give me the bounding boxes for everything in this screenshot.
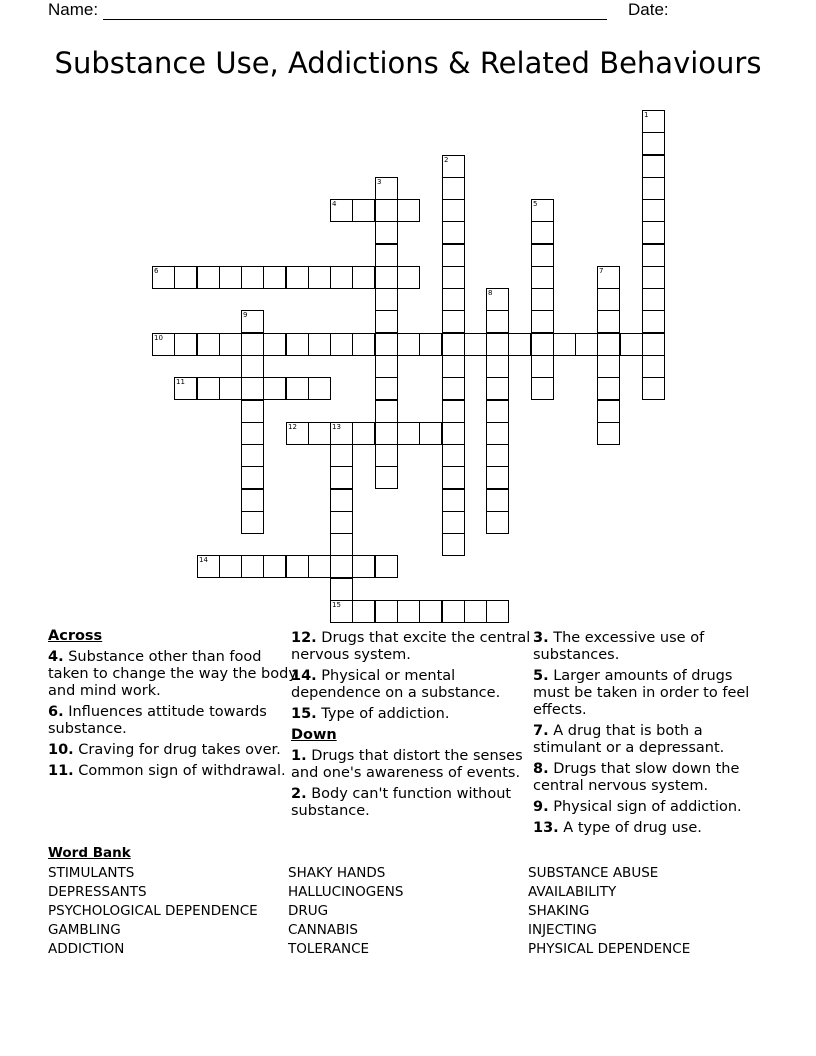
cell-number: 1 (644, 111, 649, 119)
crossword-cell[interactable] (442, 533, 465, 556)
crossword-cell[interactable] (375, 288, 398, 311)
crossword-cell[interactable] (330, 489, 353, 512)
crossword-cell[interactable] (597, 333, 620, 356)
clue-down-3: 3. The excessive use of substances. (533, 630, 705, 663)
crossword-cell[interactable] (352, 422, 375, 445)
crossword-cell[interactable] (375, 555, 398, 578)
cell-number: 12 (288, 423, 297, 431)
crossword-cell[interactable] (263, 266, 286, 289)
crossword-cell[interactable] (553, 333, 576, 356)
crossword-cell[interactable] (642, 244, 665, 267)
crossword-cell[interactable] (197, 266, 220, 289)
crossword-cell[interactable] (597, 422, 620, 445)
crossword-cell[interactable] (597, 266, 620, 289)
cell-number: 6 (154, 267, 159, 275)
crossword-cell[interactable] (330, 511, 353, 534)
crossword-cell[interactable] (174, 333, 197, 356)
crossword-cell[interactable] (442, 422, 465, 445)
crossword-cell[interactable] (597, 355, 620, 378)
crossword-cell[interactable] (308, 333, 331, 356)
crossword-cell[interactable] (263, 333, 286, 356)
crossword-cell[interactable] (531, 288, 554, 311)
crossword-cell[interactable] (464, 600, 487, 623)
crossword-cell[interactable] (486, 355, 509, 378)
crossword-cell[interactable] (531, 221, 554, 244)
crossword-cell[interactable] (263, 555, 286, 578)
cell-number: 14 (199, 556, 208, 564)
word-bank-item: HALLUCINOGENS (288, 884, 404, 900)
crossword-cell[interactable] (442, 400, 465, 423)
crossword-cell[interactable] (241, 444, 264, 467)
clue-across-15: 15. Type of addiction. (291, 706, 450, 722)
clue-down-2: 2. Body can't function without substance. (291, 786, 512, 819)
name-blank[interactable] (103, 3, 607, 20)
crossword-cell[interactable] (442, 288, 465, 311)
crossword-cell[interactable] (597, 310, 620, 333)
crossword-cell[interactable] (642, 377, 665, 400)
crossword-cell[interactable] (442, 266, 465, 289)
clue-across-10: 10. Craving for drug takes over. (48, 742, 281, 758)
crossword-cell[interactable] (330, 266, 353, 289)
crossword-cell[interactable] (330, 466, 353, 489)
crossword-cell[interactable] (442, 377, 465, 400)
crossword-cell[interactable] (330, 333, 353, 356)
word-bank-item: PSYCHOLOGICAL DEPENDENCE (48, 903, 258, 919)
clue-down-8: 8. Drugs that slow down the central nervous system. (533, 761, 740, 794)
cell-number: 5 (533, 200, 538, 208)
clue-down-13: 13. A type of drug use. (533, 820, 702, 836)
crossword-cell[interactable] (486, 489, 509, 512)
word-bank-item: DEPRESSANTS (48, 884, 147, 900)
crossword-cell[interactable] (397, 199, 420, 222)
crossword-cell[interactable] (219, 555, 242, 578)
crossword-cell[interactable] (286, 377, 309, 400)
crossword-cell[interactable] (286, 422, 309, 445)
word-bank-item: SUBSTANCE ABUSE (528, 865, 659, 881)
clue-down-1: 1. Drugs that distort the senses and one's awareness of events. (291, 748, 523, 781)
word-bank-item: ADDICTION (48, 941, 125, 957)
crossword-cell[interactable] (397, 333, 420, 356)
crossword-cell[interactable] (642, 310, 665, 333)
crossword-cell[interactable] (352, 199, 375, 222)
crossword-cell[interactable] (442, 244, 465, 267)
word-bank-item: CANNABIS (288, 922, 358, 938)
crossword-cell[interactable] (531, 244, 554, 267)
crossword-cell[interactable] (397, 266, 420, 289)
word-bank-item: SHAKING (528, 903, 590, 919)
name-label: Name: (48, 0, 99, 19)
crossword-cell[interactable] (442, 155, 465, 178)
crossword-cell[interactable] (352, 266, 375, 289)
name-line (48, 0, 607, 20)
crossword-cell[interactable] (375, 221, 398, 244)
date-label: Date: (628, 0, 669, 19)
clue-down-5: 5. Larger amounts of drugs must be taken in order to feel effects. (533, 668, 750, 718)
crossword-cell[interactable] (330, 533, 353, 556)
crossword-cell[interactable] (263, 377, 286, 400)
crossword-cell[interactable] (330, 600, 353, 623)
crossword-cell[interactable] (219, 333, 242, 356)
crossword-cell[interactable] (486, 333, 509, 356)
cell-number: 13 (332, 423, 341, 431)
crossword-cell[interactable] (352, 333, 375, 356)
crossword-cell[interactable] (442, 600, 465, 623)
crossword-cell[interactable] (241, 466, 264, 489)
page-title: Substance Use, Addictions & Related Behaviours (54, 46, 762, 80)
cell-number: 8 (488, 289, 493, 297)
crossword-cell[interactable] (375, 377, 398, 400)
crossword-cell[interactable] (486, 600, 509, 623)
word-bank-item: INJECTING (528, 922, 597, 938)
clue-across-6: 6. Influences attitude towards substance. (48, 704, 267, 737)
crossword-cell[interactable] (375, 600, 398, 623)
crossword-cell[interactable] (397, 600, 420, 623)
crossword-cell[interactable] (642, 288, 665, 311)
cell-number: 2 (444, 156, 449, 164)
crossword-cell[interactable] (531, 333, 554, 356)
crossword-cell[interactable] (419, 333, 442, 356)
date-line (628, 0, 669, 20)
word-bank-item: STIMULANTS (48, 865, 135, 881)
crossword-cell[interactable] (375, 400, 398, 423)
crossword-cell[interactable] (486, 422, 509, 445)
crossword-cell[interactable] (642, 177, 665, 200)
crossword-cell[interactable] (486, 511, 509, 534)
crossword-cell[interactable] (642, 155, 665, 178)
crossword-cell[interactable] (486, 288, 509, 311)
crossword-cell[interactable] (241, 489, 264, 512)
crossword-cell[interactable] (486, 377, 509, 400)
crossword-cell[interactable] (286, 266, 309, 289)
crossword-cell[interactable] (642, 199, 665, 222)
crossword-cell[interactable] (597, 400, 620, 423)
clue-across-14: 14. Physical or mental dependence on a substance. (291, 668, 501, 701)
clue-across-11: 11. Common sign of withdrawal. (48, 763, 286, 779)
crossword-cell[interactable] (642, 221, 665, 244)
crossword-cell[interactable] (174, 266, 197, 289)
crossword-cell[interactable] (642, 266, 665, 289)
crossword-cell[interactable] (241, 511, 264, 534)
across-heading: Across (48, 628, 103, 644)
crossword-cell[interactable] (375, 177, 398, 200)
crossword-cell[interactable] (308, 555, 331, 578)
crossword-cell[interactable] (442, 199, 465, 222)
clue-across-12: 12. Drugs that excite the central nervous system. (291, 630, 531, 663)
crossword-cell[interactable] (197, 377, 220, 400)
crossword-cell[interactable] (375, 333, 398, 356)
crossword-cell[interactable] (308, 422, 331, 445)
crossword-cell[interactable] (575, 333, 598, 356)
crossword-cell[interactable] (375, 244, 398, 267)
crossword-cell[interactable] (531, 310, 554, 333)
cell-number: 11 (176, 378, 185, 386)
word-bank-item: AVAILABILITY (528, 884, 617, 900)
cell-number: 10 (154, 334, 163, 342)
clue-down-7: 7. A drug that is both a stimulant or a depressant. (533, 723, 725, 756)
word-bank-column-3 (528, 864, 690, 959)
crossword-cell[interactable] (442, 466, 465, 489)
crossword-cell[interactable] (219, 266, 242, 289)
crossword-cell[interactable] (486, 310, 509, 333)
crossword-cell[interactable] (330, 444, 353, 467)
crossword-cell[interactable] (442, 355, 465, 378)
crossword-cell[interactable] (419, 600, 442, 623)
crossword-cell[interactable] (442, 221, 465, 244)
crossword-cell[interactable] (219, 377, 242, 400)
down-heading: Down (291, 727, 337, 743)
crossword-cell[interactable] (375, 355, 398, 378)
crossword-cell[interactable] (152, 333, 175, 356)
crossword-cell[interactable] (375, 266, 398, 289)
crossword-cell[interactable] (197, 333, 220, 356)
crossword-cell[interactable] (241, 555, 264, 578)
word-bank-heading: Word Bank (48, 845, 131, 861)
clue-down-9: 9. Physical sign of addiction. (533, 799, 742, 815)
crossword-cell[interactable] (442, 333, 465, 356)
crossword-cell[interactable] (442, 177, 465, 200)
crossword-cell[interactable] (241, 377, 264, 400)
crossword-cell[interactable] (642, 132, 665, 155)
crossword-cell[interactable] (642, 355, 665, 378)
crossword-cell[interactable] (286, 333, 309, 356)
crossword-cell[interactable] (419, 422, 442, 445)
crossword-cell[interactable] (241, 333, 264, 356)
clue-across-4: 4. Substance other than food taken to change the way the body and mind work. (48, 649, 297, 699)
crossword-cell[interactable] (241, 400, 264, 423)
word-bank-item: DRUG (288, 903, 329, 919)
word-bank-item: TOLERANCE (288, 941, 370, 957)
crossword-cell[interactable] (508, 333, 531, 356)
crossword-cell[interactable] (286, 555, 309, 578)
word-bank-item: SHAKY HANDS (288, 865, 386, 881)
crossword-cell[interactable] (375, 422, 398, 445)
crossword-cell[interactable] (174, 377, 197, 400)
crossword-cell[interactable] (352, 555, 375, 578)
crossword-cell[interactable] (442, 310, 465, 333)
crossword-cell[interactable] (375, 310, 398, 333)
crossword-cell[interactable] (486, 400, 509, 423)
word-bank-column-1 (48, 864, 258, 959)
cell-number: 15 (332, 601, 341, 609)
cell-number: 3 (377, 178, 382, 186)
crossword-cell[interactable] (464, 333, 487, 356)
crossword-cell[interactable] (531, 266, 554, 289)
crossword-cell[interactable] (241, 355, 264, 378)
crossword-cell[interactable] (330, 422, 353, 445)
crossword-cell[interactable] (597, 288, 620, 311)
crossword-cell[interactable] (197, 555, 220, 578)
clues-column-2 (291, 630, 541, 824)
cell-number: 9 (243, 311, 248, 319)
clues-column-1 (48, 628, 298, 784)
crossword-cell[interactable] (531, 377, 554, 400)
crossword-cell[interactable] (152, 266, 175, 289)
crossword-cell[interactable] (330, 555, 353, 578)
crossword-cell[interactable] (642, 110, 665, 133)
crossword-cell[interactable] (442, 444, 465, 467)
crossword-cell[interactable] (486, 466, 509, 489)
crossword-cell[interactable] (375, 199, 398, 222)
crossword-cell[interactable] (330, 199, 353, 222)
crossword-cell[interactable] (308, 377, 331, 400)
crossword-cell[interactable] (330, 578, 353, 601)
cell-number: 4 (332, 200, 337, 208)
crossword-cell[interactable] (531, 199, 554, 222)
word-bank-item: PHYSICAL DEPENDENCE (528, 941, 691, 957)
crossword-cell[interactable] (486, 444, 509, 467)
crossword-cell[interactable] (397, 422, 420, 445)
clues-column-3 (533, 630, 773, 841)
crossword-cell[interactable] (241, 310, 264, 333)
cell-number: 7 (599, 267, 604, 275)
crossword-cell[interactable] (642, 333, 665, 356)
crossword-cell[interactable] (620, 333, 643, 356)
word-bank-item: GAMBLING (48, 922, 121, 938)
crossword-cell[interactable] (241, 266, 264, 289)
crossword-cell[interactable] (442, 511, 465, 534)
word-bank-column-2 (288, 864, 403, 959)
crossword-cell[interactable] (308, 266, 331, 289)
crossword-cell[interactable] (352, 600, 375, 623)
crossword-cell[interactable] (597, 377, 620, 400)
crossword-cell[interactable] (241, 422, 264, 445)
crossword-cell[interactable] (375, 466, 398, 489)
crossword-cell[interactable] (375, 444, 398, 467)
crossword-cell[interactable] (442, 489, 465, 512)
crossword-cell[interactable] (531, 355, 554, 378)
